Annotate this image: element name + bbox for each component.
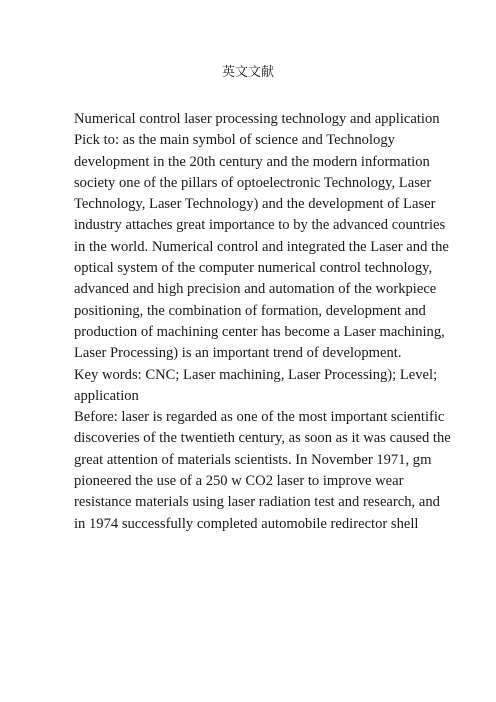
intro-line: in 1974 successfully completed automobile redirector shell [74, 515, 419, 532]
article-title: Numerical control laser processing technology and application [74, 111, 440, 127]
abstract-line: production of machining center has become a Laser machining, [74, 323, 445, 340]
keywords-line: Key words: CNC; Laser machining, Laser Processing); Level; [74, 366, 438, 383]
abstract-line: Pick to: as the main symbol of science and Technology [74, 132, 395, 149]
intro-line: Before: laser is regarded as one of the most important scientific [74, 409, 445, 426]
abstract-line: in the world. Numerical control and integrated the Laser and the [74, 238, 449, 255]
abstract-line: optical system of the computer numerical control technology, [74, 260, 433, 277]
intro-line: discoveries of the twentieth century, as soon as it was caused the [74, 430, 451, 447]
abstract-line: development in the 20th century and the modern information [74, 153, 430, 170]
abstract-line: society one of the pillars of optoelectronic Technology, Laser [74, 174, 432, 191]
abstract-line: Laser Processing) is an important trend of development. [74, 345, 402, 362]
abstract-line: industry attaches great importance to by the advanced countries [74, 217, 446, 234]
intro-line: resistance materials using laser radiation test and research, and [74, 494, 440, 511]
intro-line: great attention of materials scientists. In November 1971, gm [74, 451, 432, 468]
abstract-line: Technology, Laser Technology) and the development of Laser [74, 196, 436, 213]
abstract-line: advanced and high precision and automation of the workpiece [74, 281, 437, 298]
document-heading: 英文文献 [221, 65, 274, 80]
keywords-line: application [74, 387, 139, 404]
abstract-line: positioning, the combination of formation, development and [74, 302, 426, 319]
document-body [74, 109, 451, 535]
intro-line: pioneered the use of a 250 w CO2 laser to improve wear [74, 473, 404, 490]
